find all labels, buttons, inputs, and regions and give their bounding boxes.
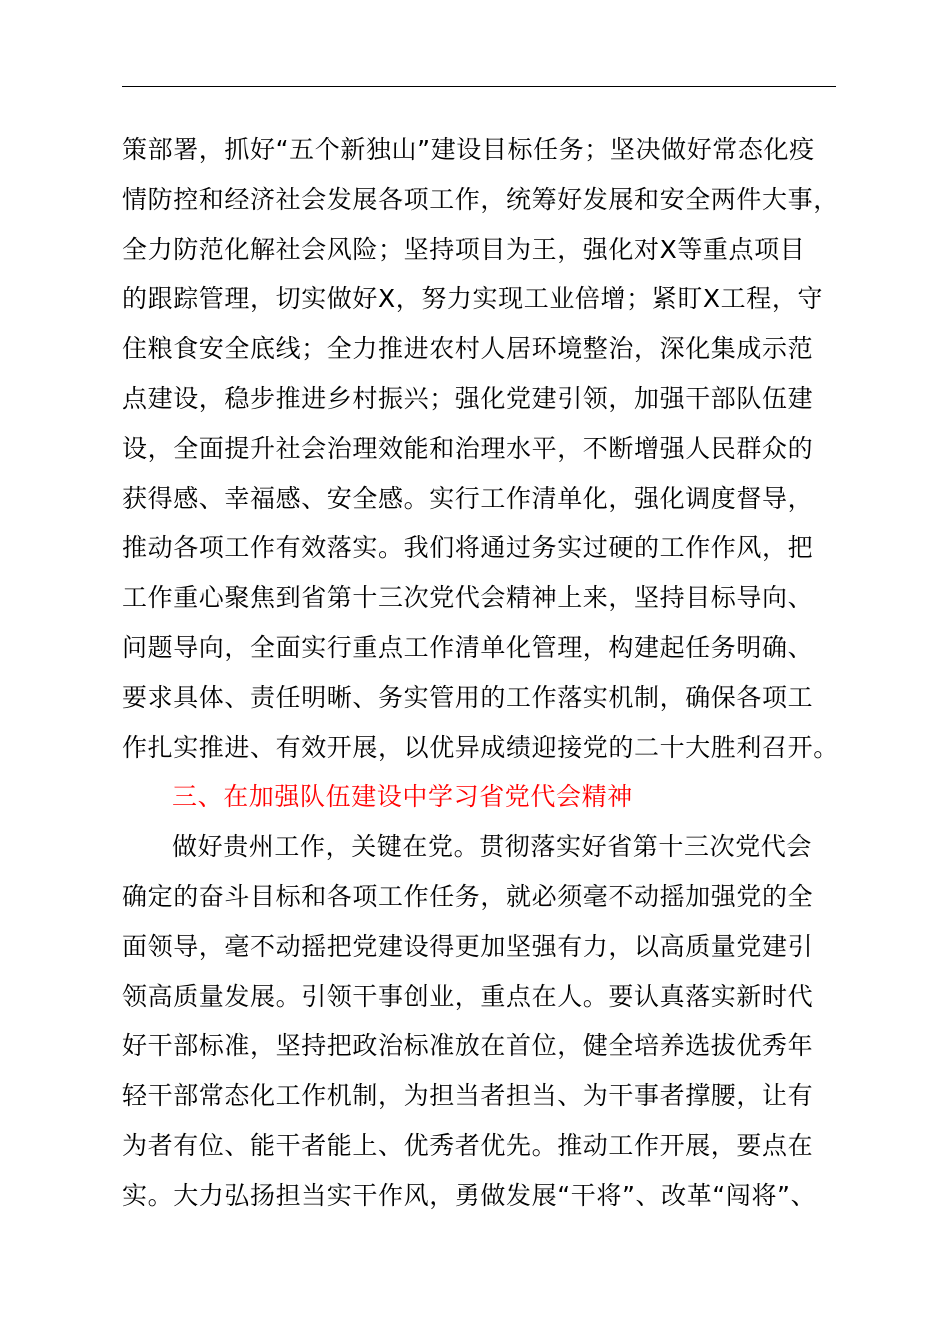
text-line: 工作重心聚焦到省第十三次党代会精神上来，坚持目标导向、 <box>122 583 814 613</box>
text-line: 轻干部常态化工作机制，为担当者担当、为干事者撑腰，让有 <box>122 1081 814 1111</box>
section-heading: 三、在加强队伍建设中学习省党代会精神 <box>172 782 633 812</box>
text-line: 情防控和经济社会发展各项工作，统筹好发展和安全两件大事， <box>122 184 839 214</box>
text-line: 为者有位、能干者能上、优秀者优先。推动工作开展，要点在 <box>122 1130 814 1160</box>
text-line: 策部署，抓好“五个新独山”建设目标任务；坚决做好常态化疫 <box>122 135 815 164</box>
text-line: 领高质量发展。引领干事创业，重点在人。要认真落实新时代 <box>122 981 814 1011</box>
text-line: 推动各项工作有效落实。我们将通过务实过硬的工作作风，把 <box>122 533 814 563</box>
text-line: 问题导向，全面实行重点工作清单化管理，构建起任务明确、 <box>122 632 814 662</box>
text-line: 设，全面提升社会治理效能和治理水平，不断增强人民群众的 <box>122 433 814 463</box>
text-line: 点建设，稳步推进乡村振兴；强化党建引领，加强干部队伍建 <box>122 383 814 413</box>
text-line: 好干部标准，坚持把政治标准放在首位，健全培养选拔优秀年 <box>122 1031 814 1061</box>
paragraph-first-line: 做好贵州工作，关键在党。贯彻落实好省第十三次党代会 <box>172 832 813 862</box>
text-line: 的跟踪管理，切实做好X，努力实现工业倍增；紧盯X工程，守 <box>122 284 824 314</box>
text-line: 实。大力弘扬担当实干作风，勇做发展“干将”、改革“闯将”、 <box>122 1180 817 1210</box>
header-rule <box>122 86 836 87</box>
document-body <box>122 125 862 1221</box>
text-line: 确定的奋斗目标和各项工作任务，就必须毫不动摇加强党的全 <box>122 881 814 911</box>
text-line: 获得感、幸福感、安全感。实行工作清单化，强化调度督导， <box>122 483 814 513</box>
text-line: 面领导，毫不动摇把党建设得更加坚强有力，以高质量党建引 <box>122 931 814 961</box>
text-line: 作扎实推进、有效开展，以优异成绩迎接党的二十大胜利召开。 <box>122 732 839 762</box>
text-line: 全力防范化解社会风险；坚持项目为王，强化对X等重点项目 <box>122 234 806 264</box>
text-line: 要求具体、责任明晰、务实管用的工作落实机制，确保各项工 <box>122 682 814 712</box>
text-line: 住粮食安全底线；全力推进农村人居环境整治，深化集成示范 <box>122 334 814 364</box>
